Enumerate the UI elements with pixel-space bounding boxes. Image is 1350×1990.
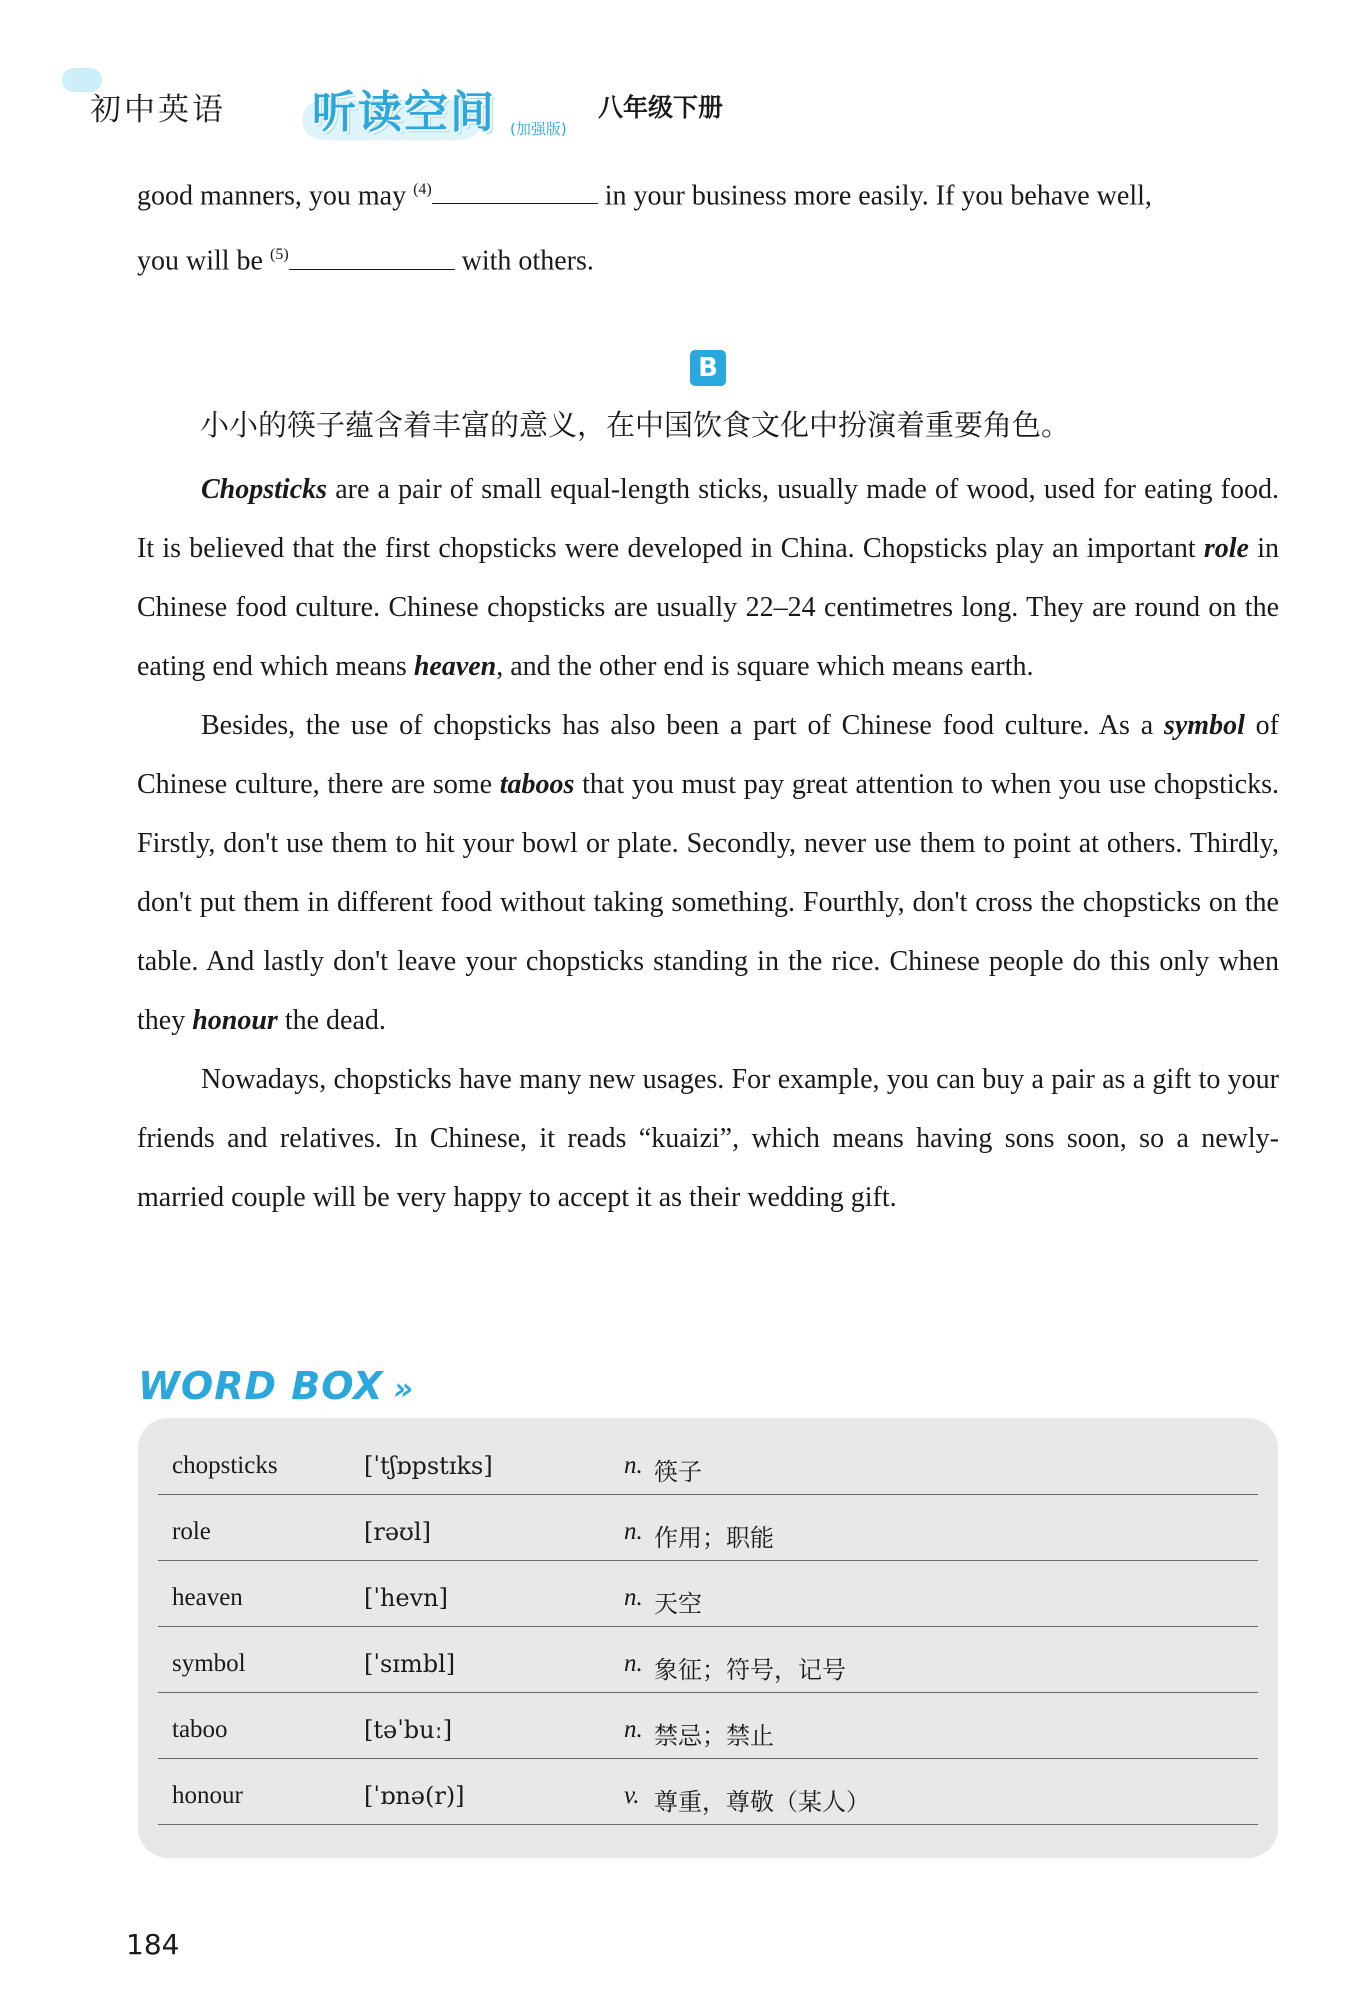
- series-title: 初中英语: [90, 92, 226, 128]
- blank-number: (4): [413, 181, 432, 198]
- double-chevron-icon: »: [393, 1372, 414, 1407]
- blank-number: (5): [270, 246, 289, 264]
- brand-logo-text: 听读空间: [312, 87, 496, 138]
- word-box-title: WORD BOX »: [138, 1364, 414, 1408]
- keyword: role: [1203, 533, 1249, 564]
- keyword: taboos: [499, 769, 575, 800]
- page-header: [62, 60, 1062, 140]
- previous-passage-ending: [137, 160, 1279, 291]
- grade-label: 八年级下册: [598, 93, 724, 122]
- continuation-line: good manners, you may $^{(4)}$ in your business more easily. If you behave well,: [137, 180, 1152, 212]
- section-badge: B: [690, 350, 726, 386]
- word-entry: role [rəʊl] n. 作用；职能: [158, 1494, 1258, 1561]
- word-entry: taboo [təˈbuː] n. 禁忌；禁止: [158, 1692, 1258, 1759]
- reading-passage: [137, 460, 1279, 1227]
- fill-blank-4[interactable]: [432, 179, 598, 204]
- word-entry: honour [ˈɒnə(r)] v. 尊重，尊敬（某人）: [158, 1758, 1258, 1825]
- keyword: honour: [192, 1005, 278, 1036]
- word-entry: symbol [ˈsɪmbl] n. 象征；符号，记号: [158, 1626, 1258, 1693]
- paragraph-3: Nowadays, chopsticks have many new usages. For example, you can buy a pair as a gift to your friends and relatives. In Chinese, it reads “kuaizi”, which means having sons soon, so a newly-married couple will be very happy to accept it as their wedding gift.: [137, 1064, 1279, 1213]
- word-entry: chopsticks [ˈtʃɒpstɪks] n. 筷子: [158, 1428, 1258, 1495]
- page-number: 184: [126, 1928, 180, 1961]
- keyword: heaven: [413, 651, 497, 682]
- word-box: [138, 1418, 1278, 1858]
- brand-edition: (加强版): [510, 120, 567, 138]
- word-entry: heaven [ˈhevn] n. 天空: [158, 1560, 1258, 1627]
- paragraph-2: Besides, the use of chopsticks has also been a part of Chinese food culture. As a symbol of Chinese culture, there are some taboos that you must pay great attention to when you use chopsticks. Firstly, don't use them to hit your bowl or plate. Secondly, never use them to point at others. Thirdly, don't put them in different food without taking something. Fourthly, don't cross the chopsticks on the table. And lastly don't leave your chopsticks standing in the rice. Chinese people do this only when they honour the dead.: [137, 710, 1280, 1036]
- paragraph-1: Chopsticks are a pair of small equal-length sticks, usually made of wood, used for eating food. It is believed that the first chopsticks were developed in China. Chopsticks play an important role in Chinese food culture. Chinese chopsticks are usually 22–24 centimetres long. They are round on the eating end which means heaven, and the other end is square which means earth.: [137, 474, 1279, 682]
- keyword: Chopsticks: [201, 474, 328, 505]
- chinese-intro: 小小的筷子蕴含着丰富的意义，在中国饮食文化中扮演着重要角色。: [200, 408, 1071, 442]
- keyword: symbol: [1163, 710, 1245, 741]
- fill-blank-5[interactable]: [289, 245, 455, 270]
- continuation-line: you will be $^{(5)}$ with others.: [137, 245, 594, 277]
